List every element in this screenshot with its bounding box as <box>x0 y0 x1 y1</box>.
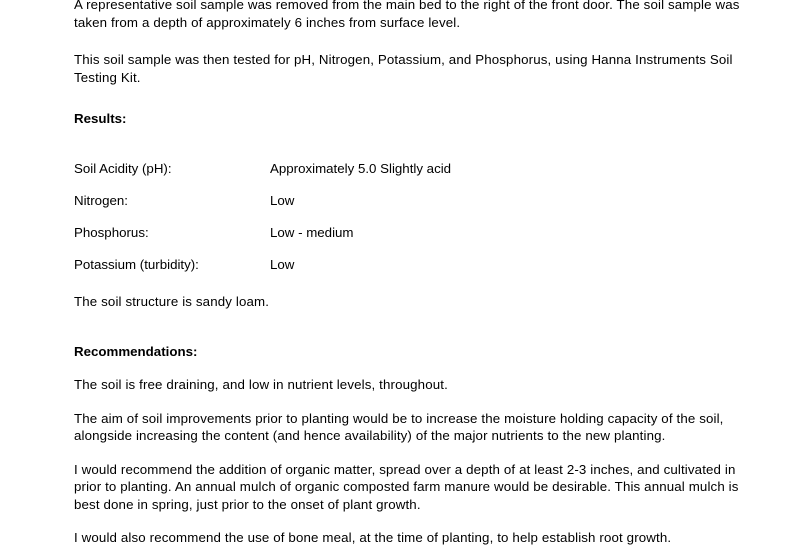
spacer <box>74 128 740 160</box>
intro-paragraph: A representative soil sample was removed from the main bed to the right of the front door. The soil sample was taken from a depth of approximately 6 inches from surface level. <box>74 0 740 30</box>
table-row <box>74 160 740 192</box>
results-table <box>74 160 740 274</box>
spacer <box>74 445 740 461</box>
result-value: Approximately 5.0 Slightly acid <box>270 160 452 176</box>
testing-paragraph: This soil sample was then tested for pH, Nitrogen, Potassium, and Phosphorus, using Hanna Instruments Soil Testing Kit. <box>74 52 733 85</box>
spacer <box>74 513 740 529</box>
result-value: Low - medium <box>270 224 354 240</box>
recommendation-paragraph-2: The aim of soil improvements prior to planting would be to increase the moisture holding capacity of the soil, alongside increasing the content (and hence availability) of the major nutrients to the new planting. <box>74 410 724 443</box>
result-label: Potassium (turbidity): <box>74 256 199 272</box>
spacer <box>74 394 740 410</box>
table-row <box>74 256 740 274</box>
soil-structure-paragraph: The soil structure is sandy loam. <box>74 294 270 309</box>
spacer <box>74 311 740 343</box>
table-row <box>74 192 740 224</box>
recommendation-paragraph-3: I would recommend the addition of organic matter, spread over a depth of at least 2-3 inches, and cultivated in prior to planting. An annual mulch of organic composted farm manure would be desirable. This annual mulch is best done in spring, just prior to the onset of plant growth. <box>74 461 739 512</box>
spacer <box>74 86 740 110</box>
result-value: Low <box>270 192 295 208</box>
spacer <box>74 273 740 293</box>
spacer <box>74 31 740 51</box>
recommendation-paragraph-1: The soil is free draining, and low in nutrient levels, throughout. <box>74 377 448 392</box>
results-heading: Results: <box>74 111 127 126</box>
table-row <box>74 224 740 256</box>
result-label: Soil Acidity (pH): <box>74 160 172 176</box>
result-value: Low <box>270 256 295 272</box>
recommendation-paragraph-4: I would also recommend the use of bone meal, at the time of planting, to help establish root growth. <box>74 530 672 545</box>
recommendations-heading: Recommendations: <box>74 343 198 359</box>
spacer <box>74 360 740 376</box>
result-label: Phosphorus: <box>74 224 149 240</box>
result-label: Nitrogen: <box>74 192 128 208</box>
